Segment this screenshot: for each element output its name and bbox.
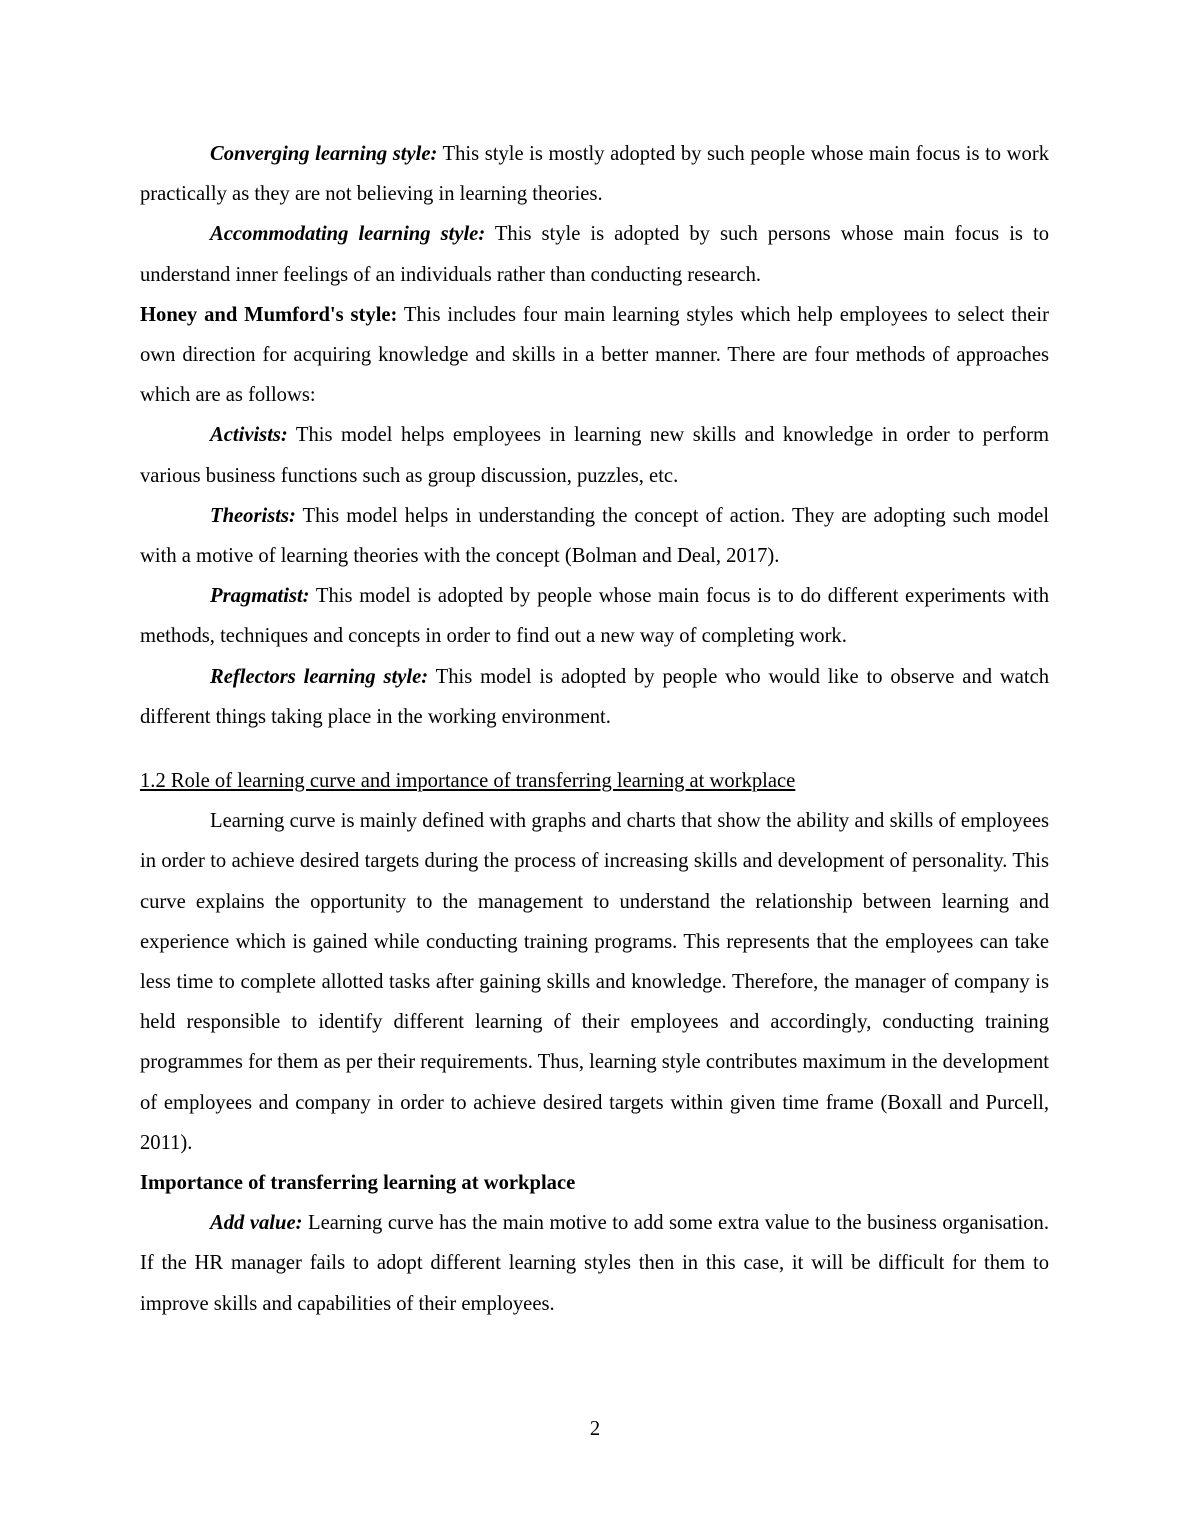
paragraph-reflectors: Reflectors learning style: This model is adopted by people who would like to observe and watch different things taking place in the working environment. <box>140 665 1050 728</box>
paragraph-honey-mumford: Honey and Mumford's style: This includes four main learning styles which help employees to select their own direction for acquiring knowledge and skills in a better manner. There are four methods of approaches which are as follows: <box>140 303 1049 407</box>
paragraph-add-value: Add value: Learning curve has the main motive to add some extra value to the business organisation. If the HR manager fails to adopt different learning styles then in this case, it will be difficult for them to improve skills and capabilities of their employees. <box>140 1212 1049 1315</box>
paragraph-pragmatist: Pragmatist: This model is adopted by people whose main focus is to do different experiments with methods, techniques and concepts in order to find out a new way of completing work. <box>140 585 1049 648</box>
document-page <box>140 134 1049 1324</box>
paragraph-theorists: Theorists: This model helps in understanding the concept of action. They are adopting such model with a motive of learning theories with the concept (Bolman and Deal, 2017). <box>140 504 1049 568</box>
paragraph-learning-curve: Learning curve is mainly defined with graphs and charts that show the ability and skills of employees in order to achieve desired targets during the process of increasing skills and development of personality. This curve explains the opportunity to the management to understand the relationship between learning and experience which is gained while conducting training programs. This represents that the employees can take less time to complete allotted tasks after gaining skills and knowledge. Therefore, the manager of company is held responsible to identify different learning of their employees and accordingly, conducting training programmes for them as per their requirements. Thus, learning style contributes maximum in the development of employees and company in order to achieve desired targets within given time frame (Boxall and Purcell, 2011). <box>140 810 1049 1154</box>
paragraph-converging: Converging learning style: This style is mostly adopted by such people whose main focus is to work practically as they are not believing in learning theories. <box>140 143 1049 206</box>
subheading: Importance of transferring learning at workplace <box>140 1172 576 1195</box>
page-number: 2 <box>589 1418 601 1440</box>
paragraph-accommodating: Accommodating learning style: This style is adopted by such persons whose main focus is to understand inner feelings of an individuals rather than conducting research. <box>140 223 1049 286</box>
section-heading: 1.2 Role of learning curve and importance of transferring learning at workplace <box>140 770 796 793</box>
paragraph-activists: Activists: This model helps employees in learning new skills and knowledge in order to perform various business functions such as group discussion, puzzles, etc. <box>140 424 1049 487</box>
